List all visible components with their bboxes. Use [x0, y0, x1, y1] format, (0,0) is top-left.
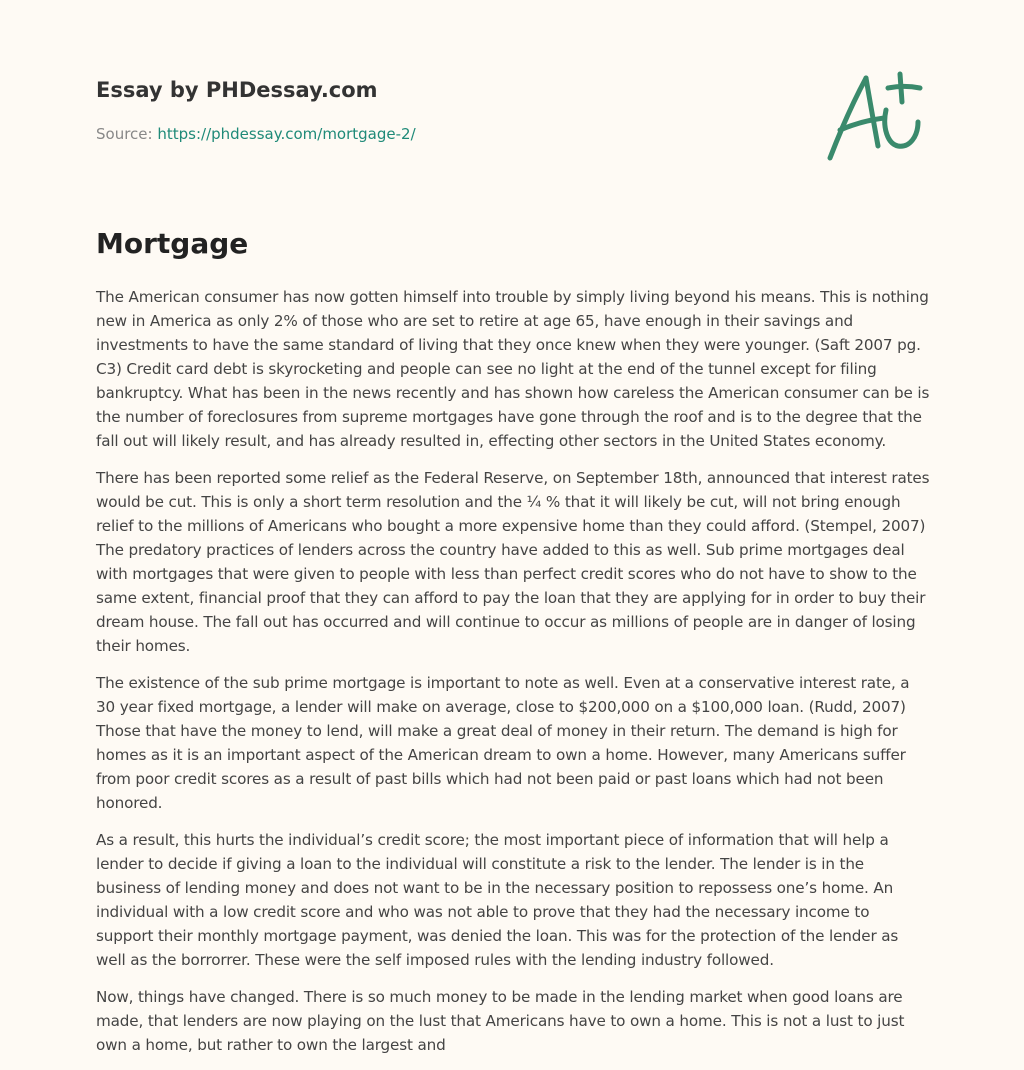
essay-paragraph: There has been reported some relief as the Federal Reserve, on September 18th, announced that interest rates would be cut. This is only a short term resolution and the ¼ % that it will likely be cut, will not bring enough relief to the millions of Americans who bought a more expensive home than they could afford. (Stempel, 2007) The predatory practices of lenders across the country have added to this as well. Sub prime mortgages deal with mortgages that were given to people with less than perfect credit scores who do not have to show to the same extent, financial proof that they can afford to pay the loan that they are applying for in order to buy their dream house. The fall out has occurred and will continue to occur as millions of people are in danger of losing their homes.: [96, 469, 930, 655]
essay-body: [96, 285, 930, 1070]
essay-title: Mortgage: [96, 227, 249, 260]
page-header: [96, 74, 796, 144]
essay-paragraph: As a result, this hurts the individual’s credit score; the most important piece of information that will help a lender to decide if giving a loan to the individual will constitute a risk to the lender. The lender is in the business of lending money and does not want to be in the necessary position to repossess one’s home. An individual with a low credit score and who was not able to prove that they had the necessary income to support their monthly mortgage payment, was denied the loan. This was for the protection of the lender as well as the borrorrer. These were the self imposed rules with the lending industry followed.: [96, 831, 899, 969]
a-plus-logo-icon: [822, 66, 926, 166]
source-label: Source:: [96, 125, 153, 143]
essay-paragraph: The American consumer has now gotten himself into trouble by simply living beyond his means. This is nothing new in America as only 2% of those who are set to retire at age 65, have enough in their savings and investments to have the same standard of living that they once knew when they were younger. (Saft 2007 pg. C3) Credit card debt is skyrocketing and people can see no light at the end of the tunnel except for filing bankruptcy. What has been in the news recently and has shown how careless the American consumer can be is the number of foreclosures from supreme mortgages have gone through the roof and is to the degree that the fall out will likely result, and has already resulted in, effecting other sectors in the United States economy.: [96, 288, 930, 450]
source-link[interactable]: https://phdessay.com/mortgage-2/: [157, 125, 416, 143]
essay-paragraph: Now, things have changed. There is so much money to be made in the lending market when good loans are made, that lenders are now playing on the lust that Americans have to own a home. This is not a lust to just own a home, but rather to own the largest and: [96, 988, 905, 1054]
site-title: Essay by PHDessay.com: [96, 78, 378, 102]
source-line: [96, 124, 796, 144]
essay-paragraph: The existence of the sub prime mortgage is important to note as well. Even at a conservative interest rate, a 30 year fixed mortgage, a lender will make on average, close to $200,000 on a $100,000 loan. (Rudd, 2007) Those that have the money to lend, will make a great deal of money in their return. The demand is high for homes as it is an important aspect of the American dream to own a home. However, many Americans suffer from poor credit scores as a result of past bills which had not been paid or past loans which had not been honored.: [96, 674, 910, 812]
